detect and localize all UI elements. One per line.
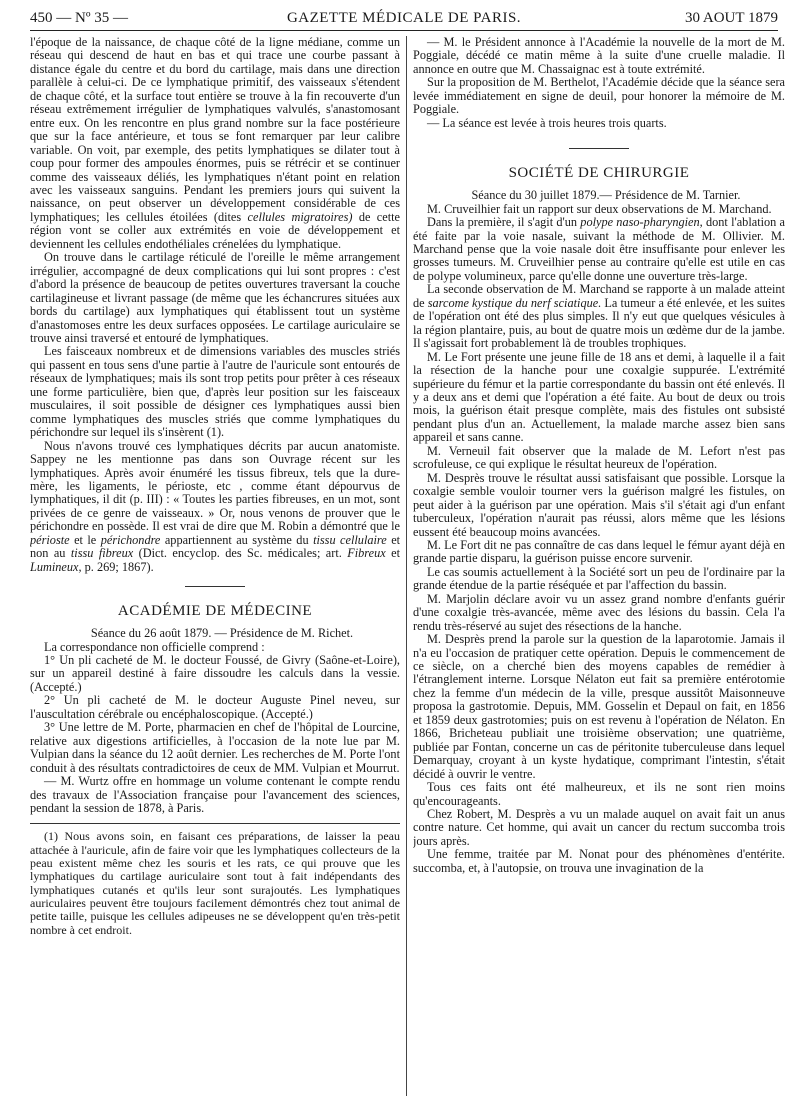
paragraph-polype: Dans la première, il s'agit d'un polype naso-pharyngien, dont l'ablation a été faite par la voie nasale, suivant la méthode de M. Ollivier. M. Marchand pense que la voie nasale doit être insuffisante pour enlever les grosses tumeurs. M. Cruveilhier pense au contraire qu'elle est utile en cas de polype volumineux, parce qu'elle donne une ouverture très-large. [413,215,785,283]
paragraph-despres: M. Desprès trouve le résultat aussi satisfaisant que possible. Lorsque la coxalgie semble vouloir tourner vers la guérison malgré les fistules, on peut aider à la guérison par une opération. Mais s'il s'était agi d'un enfant tuberculeux, l'opération n'aurait pas réussi, alors même que les lésions eussent été beaucoup moins avancées. [413,470,785,539]
paragraph-robert: Chez Robert, M. Desprès a vu un malade auquel on avait fait un anus contre nature. Cet homme, qui avait un cancer du rectum succomba trois jours après. [413,807,785,848]
paragraph-sarcome: La seconde observation de M. Marchand se rapporte à un malade atteint de sarcome kystique du nerf sciatique. La tumeur a été enlevée, et les suites de l'opération ont été des plus simples. Il n'y eut que quelques vésicules à la région plantaire, puis, au bout de quatre mois un œdème dur de la jambe. Il s'agissait fort probablement là de troubles trophiques. [413,282,785,351]
session-line-academie: Séance du 26 août 1879. — Présidence de M. Richet. [90,626,354,641]
session-line-chirurgie: Séance du 30 juillet 1879.— Présidence de M. Tarnier. [471,188,741,203]
paragraph-cas-soumis: Le cas soumis actuellement à la Société sort un peu de l'ordinaire par la grande étendue de la partie réséquée et par l'affection du bassin. [413,564,785,593]
paragraph-cruveilhier: M. Cruveilhier fait un rapport sur deux observations de M. Marchand. [427,201,772,216]
column-divider [406,36,407,1096]
paragraph-lymphatics-intro: l'époque de la naissance, de chaque côté de la ligne médiane, comme un réseau qui descend de haut en bas et qui trace une courbe passant à distance égale du centre et du bord du cartilage, mais dans une direction parallèle à celui-ci. De ce lymphatique primitif, des vaisseaux s'étendent de chaque côté, et la surface tout entière se trouve à la fin recouverte d'un réseau extrêmement irrégulier de lymphatiques valvulés, s'anastomosant entre eux. On les rencontre en plus grand nombre sur la face postérieure que sur la face antérieure, et tous se font remarquer par leur calibre variable. On voit, par exemple, des petits lymphatiques se dilater tout à coup pour former des ampoules énormes, puis se rétrécir et se continuer comme des vaisseaux déliés, les lymphatiques n'étant point en relation avec les vaisseaux sanguins. Pendant les premiers jours qui suivent la naissance, on peut observer un développement considérable de ces lymphatiques; les cellules étoilées (dites cellules migratoires) de cette région vont se coller aux extrémités en voie de développement et deviennent les cellules endothéliales crénelées du lymphatique. [30,36,400,251]
footnote-rule [30,823,400,824]
paragraph-president: — M. le Président annonce à l'Académie la nouvelle de la mort de M. Poggiale, décédé ce matin même à la suite d'une cruelle maladie. Il annonce en outre que M. Chassaignac est à toute extrémité. [413,36,785,76]
section-separator [185,586,245,587]
footnote: (1) Nous avons soin, en faisant ces préparations, de laisser la peau attachée à l'auricule, afin de faire voir que les lymphatiques collecteurs de la peau existent même chez les souris et les rats, ce qui prouve que les lymphatiques du cartilage auriculaire sont tout à fait indépendants des lymphatiques cutanés et qu'ils leur sont surajoutés. Les lymphatiques auriculaires peuvent être toujours facilement démontrés chez tout animal de petite taille, puisque les cellules adipeuses ne se développent qu'en très-petit nombre à cet endroit. [30,829,400,937]
section-separator [569,148,629,149]
issue-date: 30 AOUT 1879 [684,10,778,26]
paragraph-le-fort-2: M. Le Fort dit ne pas connaître de cas dans lequel le fémur ayant déjà en grande partie disparu, la guérison puisse encore survenir. [413,537,785,566]
paragraph-correspondance: La correspondance non officielle comprend : [44,639,265,654]
paragraph-nonat: Une femme, traitée par M. Nonat pour des phénomènes d'entérite. succomba, et, à l'autopsie, on trouva une invagination de la [413,847,785,875]
right-column [413,36,785,1108]
paragraph-laparotomie: M. Desprès prend la parole sur la question de la laparotomie. Jamais il n'a eu l'occasion de pratiquer cette opération. Depuis le commencement de ce siècle, on a cherché bien des moyens capables de remédier à l'étranglement interne. Lorsque Nélaton eut fait sa première entérotomie chez la femme d'un médecin de la ville, presque aussitôt Maisonneuve proposa la gastrotomie. Depuis, MM. Gosselin et Depaul on fait, en 1856 et 1859 deux gastrotomies; puis on est revenu à l'opération de Nélaton. En 1866, Bricheteau publiait une troisième observation; une quatrième, publiée par Fontan, concerne un cas de péritonite tuberculeuse dans lequel Demarquay, croyant à un kyste hydatique, comprimant l'intestin, s'était décidé à ouvrir le ventre. [413,632,785,781]
journal-title: GAZETTE MÉDICALE DE PARIS. [286,10,522,26]
section-title-chirurgie: SOCIÉTÉ DE CHIRURGIE [508,165,690,182]
paragraph-berthelot: Sur la proposition de M. Berthelot, l'Académie décide que la séance sera levée immédiatement en signe de deuil, pour honorer la mémoire de M. Poggiale. [413,75,785,117]
section-title-academie: ACADÉMIE DE MÉDECINE [117,603,313,620]
paragraph-verneuil: M. Verneuil fait observer que la malade de M. Lefort n'est pas scrofuleuse, ce qui explique le résultat heureux de l'opération. [413,443,785,472]
page-header [30,6,778,31]
paragraph-faits: Tous ces faits ont été malheureux, et ils ne sont rien moins qu'encourageants. [413,780,785,808]
paragraph-item-1: 1° Un pli cacheté de M. le docteur Foussé, de Givry (Saône-et-Loire), sur un appareil destiné à faire dissoudre les calculs dans la vessie. (Accepté.) [30,653,400,694]
paragraph-ear-cartilage: On trouve dans le cartilage réticulé de l'oreille le même arrangement irrégulier, accompagné de deux complications qui lui sont propres : c'est d'abord la présence de beaucoup de petites ouvertures traversant la couche cartilagineuse et livrant passage (de même que les échancrures situées aux bords du cartilage) aux lymphatiques qui établissent tout un système d'anastomoses entre les deux surfaces opposées. Le cartilage auriculaire se trouve ainsi traversé et entouré de lymphatiques. [30,250,400,345]
left-column [30,36,400,1108]
page-number: 450 — Nº 35 — [30,10,128,26]
paragraph-wurtz: — M. Wurtz offre en hommage un volume contenant le compte rendu des travaux de l'Association française pour l'avancement des sciences, pendant la session de 1878, à Paris. [30,774,400,816]
paragraph-item-2: 2° Un pli cacheté de M. le docteur Auguste Pinel neveu, sur l'auscultation cérébrale ou encéphaloscopique. (Accepté.) [30,693,400,721]
paragraph-striated-muscles: Les faisceaux nombreux et de dimensions variables des muscles striés qui passent en tous sens d'une partie à l'autre de l'auricule sont entourés de réseaux de lymphatiques; mais ils sont trop petits pour prêter à ces réseaux une forme particulière, bien que, d'après leur position sur les faisceaux musculaires, il soit possible de désigner ces lymphatiques aussi bien comme lymphatiques des muscles striés que comme lymphatiques du périchondre sur lequel ils s'insèrent (1). [30,344,400,440]
paragraph-anatomists: Nous n'avons trouvé ces lymphatiques décrits par aucun anatomiste. Sappey ne les mentionne pas dans son Ouvrage récent sur les lymphatiques. Après avoir énuméré les tissus fibreux, tels que la dure-mère, les ligaments, le périoste, etc , comme étant dépourvus de lymphatiques, il dit (p. III) : « Toutes les parties fibreuses, en un mot, sont privées de ce genre de vaisseaux. » Or, nous venons de prouver que le périchondre en possède. Il est vrai de dire que M. Robin a démontré que le périoste et le périchondre appartiennent au système du tissu cellulaire et non au tissu fibreux (Dict. encyclop. des Sc. médicales; art. Fibreux et Lumineux, p. 269; 1867). [30,438,400,574]
paragraph-marjolin: M. Marjolin déclare avoir vu un assez grand nombre d'enfants guérir d'une coxalgie très-avancée, même avec des lésions du bassin. Cela l'a rendu très-réservé au sujet des résections de la hanche. [413,591,785,633]
paragraph-item-3: 3° Une lettre de M. Porte, pharmacien en chef de l'hôpital de Lourcine, relative aux digestions artificielles, à l'occasion de la note lue par M. Vulpian dans la séance du 12 août dernier. Les recherches de M. Porte l'ont conduit à des résultats contradictoires de ceux de MM. Vulpian et Mourrut. [30,720,400,775]
paragraph-seance-levee: — La séance est levée à trois heures trois quarts. [427,115,667,130]
paragraph-le-fort: M. Le Fort présente une jeune fille de 18 ans et demi, à laquelle il a fait la résection de la hanche pour une coxalgie suppurée. L'extrémité supérieure du fémur et la partie correspondante du bassin ont été enlevés. Il y a deux ans et demi que l'opération a été faite. Au bout de deux ou trois mois, la guérison était presque complète, mais des fistules ont subsisté pendant plus d'un an. Actuellement, la malade marche assez bien sans appareil et sans canne. [413,349,785,445]
